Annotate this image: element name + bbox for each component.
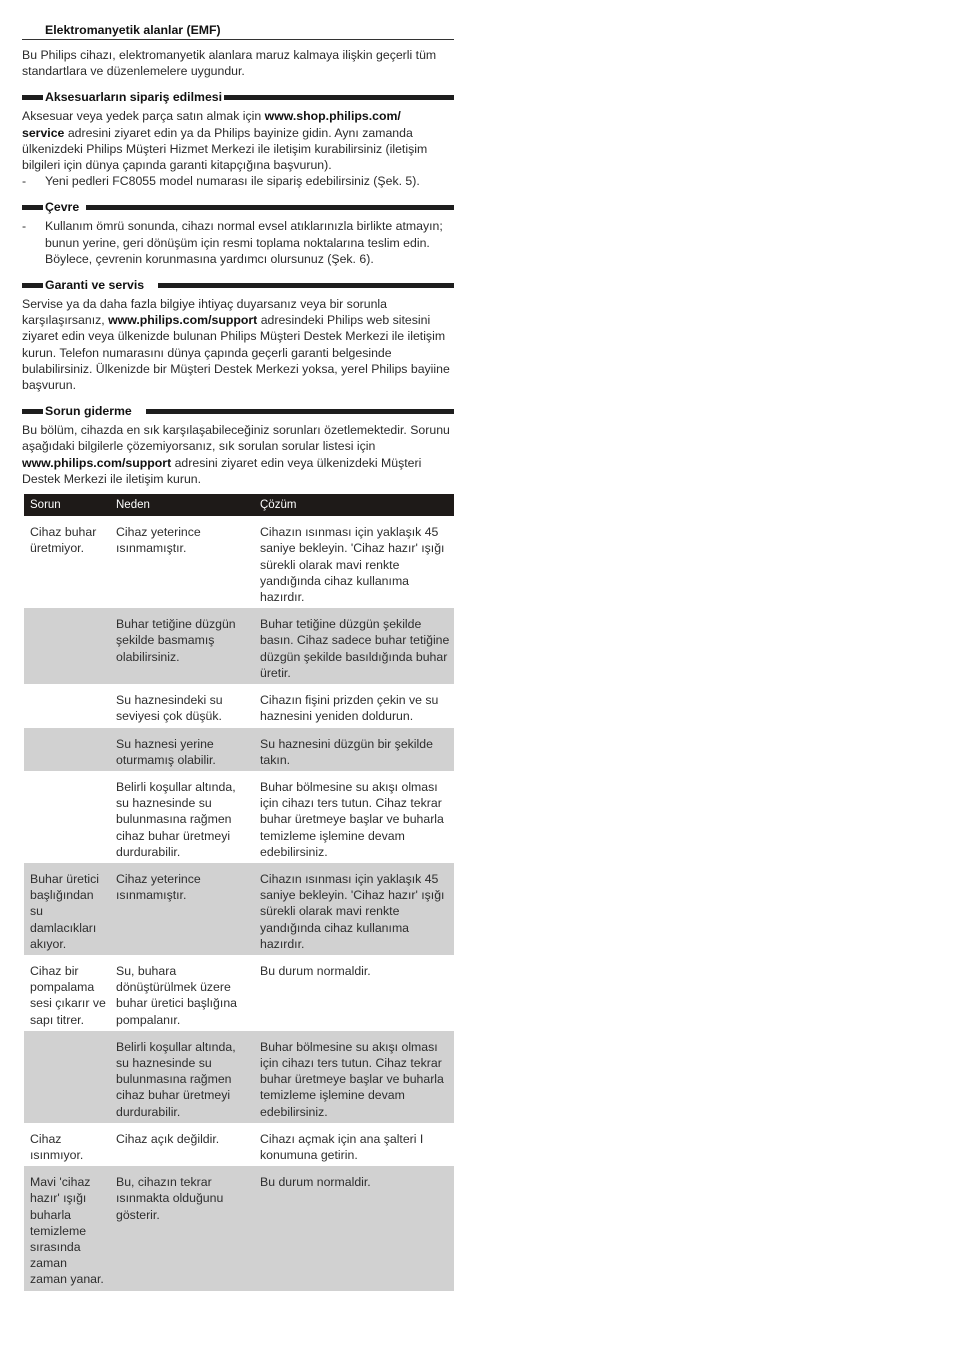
cell-problem: Cihaz bir pompalama sesi çıkarır ve sapı titrer. <box>30 963 106 1027</box>
cell-cause: Su haznesi yerine oturmamış olabilir. <box>110 728 254 771</box>
cell-problem <box>24 684 110 727</box>
header-bar-right <box>146 409 454 414</box>
cell-problem <box>24 608 110 684</box>
shop-link[interactable]: www.shop.philips.com/ <box>264 109 401 124</box>
cell-solution: Cihazı açmak için ana şalteri I konumuna getirin. <box>260 1131 424 1162</box>
section-header-environment <box>22 199 454 215</box>
cell-cause: Cihaz yeterince ısınmamıştır. <box>110 863 254 955</box>
section-title-warranty: Garanti ve servis <box>45 278 145 293</box>
cell-solution: Cihazın ısınması için yaklaşık 45 saniye bekleyin. 'Cihaz hazır' ışığı sürekli olarak mavi renkte yandığında cihaz kullanıma hazırdır. <box>254 863 454 955</box>
cell-solution: Bu durum normaldir. <box>254 1166 454 1290</box>
header-solution: Çözüm <box>254 494 454 516</box>
table-row <box>24 516 454 608</box>
table-row <box>24 863 454 955</box>
table-row <box>24 1123 454 1166</box>
cell-cause: Bu, cihazın tekrar ısınmakta olduğunu gösterir. <box>110 1166 254 1290</box>
cell-problem <box>24 1031 110 1123</box>
environment-bullet: - Kullanım ömrü sonunda, cihazı normal evsel atıklarınızla birlikte atmayın; bunun yerine, geri dönüşüm için resmi toplama noktalarına teslim edin. Böylece, çevrenin korunmasına yardımcı olursunuz (Şek. 6). <box>22 219 443 266</box>
cell-solution: Buhar tetiğine düzgün şekilde basın. Cihaz sadece buhar tetiğine düzgün şekilde basıldığında buhar üretir. <box>254 608 454 684</box>
troubleshooting-table <box>24 494 454 1291</box>
cell-solution: Buhar bölmesine su akışı olması için cihazı ters tutun. Cihaz tekrar buhar üretmeye başlar ve buharla temizleme işlemine devam edebilirsiniz. <box>254 1031 454 1123</box>
troubleshooting-text: Bu bölüm, cihazda en sık karşılaşabileceğiniz sorunları özetlemektedir. Sorunu aşağıdaki bilgilerle çözemiyorsanız, sık sorulan sorular listesi için www.philips.com/support adresini ziyaret edin veya ülkenizdeki Müşteri Destek Merkezi ile iletişim kurun. <box>22 423 450 486</box>
section-header-warranty <box>22 277 454 293</box>
cell-problem: Mavi 'cihaz hazır' ışığı buharla temizleme sırasında zaman zaman yanar. <box>24 1166 110 1290</box>
header-bar-right <box>86 205 454 210</box>
table-row <box>24 955 454 1031</box>
table-header-row <box>24 494 454 516</box>
cell-solution: Su haznesini düzgün bir şekilde takın. <box>254 728 454 771</box>
cell-solution: Cihazın ısınması için yaklaşık 45 saniye bekleyin. 'Cihaz hazır' ışığı sürekli olarak mavi renkte yandığında cihaz kullanıma hazırdır. <box>260 525 445 605</box>
table-row <box>24 1031 454 1123</box>
cell-cause: Belirli koşullar altında, su haznesinde su bulunmasına rağmen cihaz buhar üretmeyi durdurabilir. <box>110 1031 254 1123</box>
page-content <box>22 22 454 1291</box>
header-bar-left <box>22 95 43 100</box>
cell-cause: Buhar tetiğine düzgün şekilde basmamış olabilirsiniz. <box>110 608 254 684</box>
header-bar-right <box>158 283 454 288</box>
emf-text: Bu Philips cihazı, elektromanyetik alanlara maruz kalmaya ilişkin geçerli tüm standartlara ve düzenlemelere uygundur. <box>22 48 437 79</box>
support-link[interactable]: www.philips.com/support <box>22 455 172 470</box>
accessories-text: Aksesuar veya yedek parça satın almak için www.shop.philips.com/ service adresini ziyaret edin ya da Philips bayinize gidin. Aynı zamanda ülkenizdeki Philips Müşteri Hizmet Merkezi ile iletişim kurabilirsiniz (iletişim bilgileri için dünya çapında garanti kitapçığına başvurun). <box>22 109 428 173</box>
section-title-emf: Elektromanyetik alanlar (EMF) <box>22 22 454 40</box>
section-header-troubleshooting <box>22 403 454 419</box>
section-title-environment: Çevre <box>45 200 80 215</box>
cell-solution: Bu durum normaldir. <box>260 963 371 978</box>
table-row <box>24 728 454 771</box>
accessories-bullet: - Yeni pedleri FC8055 model numarası ile sipariş edebilirsiniz (Şek. 5). <box>22 174 420 189</box>
cell-solution: Buhar bölmesine su akışı olması için cihazı ters tutun. Cihaz tekrar buhar üretmeye başlar ve buharla temizleme işlemine devam edebilirsiniz. <box>260 779 444 859</box>
table-row <box>24 684 454 727</box>
cell-problem: Cihaz buhar üretmiyor. <box>30 525 97 556</box>
header-bar-left <box>22 205 43 210</box>
shop-link-service[interactable]: service <box>22 125 65 140</box>
cell-problem: Cihaz ısınmıyor. <box>30 1131 84 1162</box>
cell-problem: Buhar üretici başlığından su damlacıkları akıyor. <box>24 863 110 955</box>
table-row <box>24 608 454 684</box>
cell-cause: Su haznesindeki su seviyesi çok düşük. <box>116 693 223 724</box>
cell-cause: Su, buhara dönüştürülmek üzere buhar üretici başlığına pompalanır. <box>116 963 237 1027</box>
table-row <box>24 771 454 863</box>
header-bar-left <box>22 283 43 288</box>
header-bar-right <box>222 95 454 100</box>
table-row <box>24 1166 454 1290</box>
cell-problem <box>24 728 110 771</box>
section-title-accessories: Aksesuarların sipariş edilmesi <box>45 90 223 105</box>
cell-cause: Belirli koşullar altında, su haznesinde su bulunmasına rağmen cihaz buhar üretmeyi durdurabilir. <box>116 779 236 859</box>
cell-cause: Cihaz yeterince ısınmamıştır. <box>116 525 201 556</box>
section-title-troubleshooting: Sorun giderme <box>45 404 132 419</box>
warranty-text: Servise ya da daha fazla bilgiye ihtiyaç duyarsanız veya bir sorunla karşılaşırsanız, www.philips.com/support adresindeki Philips web sitesini ziyaret edin veya ülkenizde bulunan Philips Müşteri Destek Merkezi ile iletişim kurun. Telefon numarasını dünya çapında geçerli garanti belgesinde bulabilirsiniz. Ülkenizde bir Müşteri Destek Merkezi yoksa, yerel Philips bayiine başvurun. <box>22 297 450 393</box>
cell-cause: Cihaz açık değildir. <box>116 1131 220 1146</box>
cell-problem <box>24 771 110 863</box>
section-header-accessories <box>22 89 454 105</box>
header-bar-left <box>22 409 43 414</box>
header-cause: Neden <box>110 494 254 516</box>
support-link[interactable]: www.philips.com/support <box>108 313 258 328</box>
cell-solution: Cihazın fişini prizden çekin ve su haznesini yeniden doldurun. <box>260 693 439 724</box>
header-problem: Sorun <box>24 494 110 516</box>
